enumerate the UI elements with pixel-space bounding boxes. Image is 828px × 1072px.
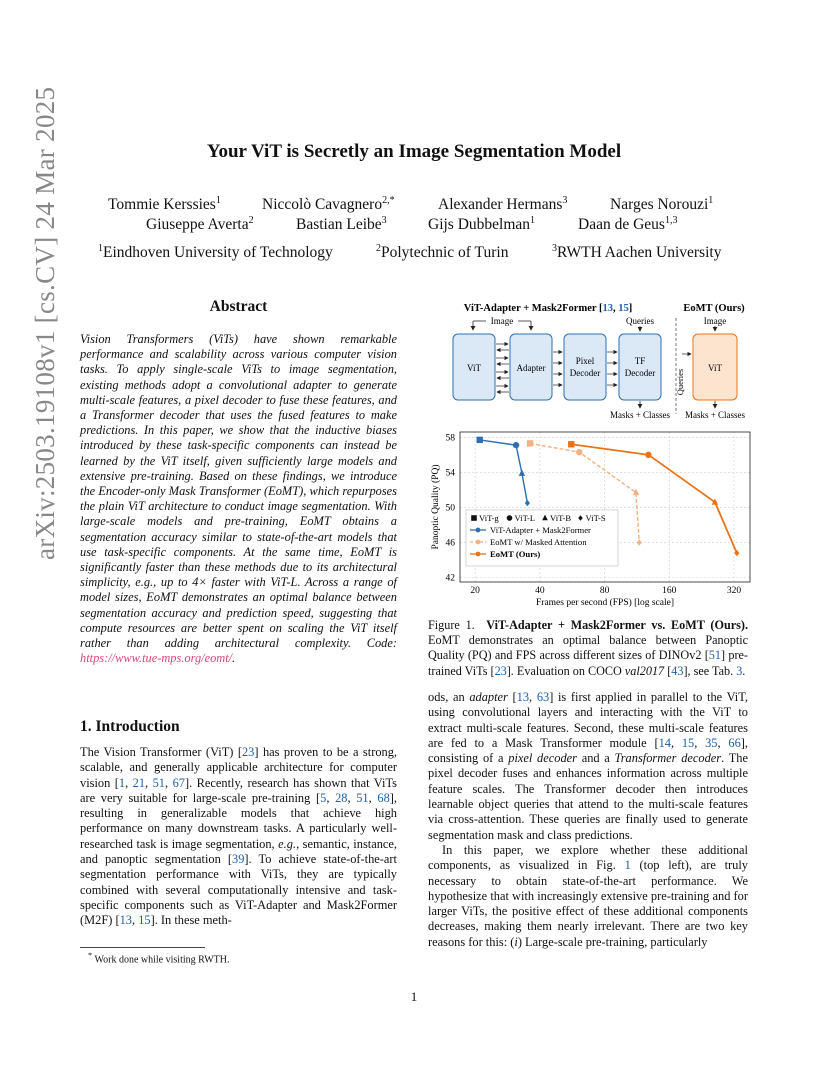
citation-link[interactable]: 35 [705,735,718,750]
citation-link[interactable]: 66 [728,735,741,750]
figure-link[interactable]: 1 [624,858,631,873]
legend-dot [476,552,481,557]
tf-decoder-block [619,334,661,400]
citation-link[interactable]: 15 [681,735,695,750]
citation-link[interactable]: 63 [536,690,550,704]
marker-square [471,515,477,521]
affiliation: $^3$RWTH Aachen University [552,243,722,262]
pixel-decoder-label: Pixel [575,356,595,366]
marker-square [568,441,574,447]
y-tick-label: 50 [445,503,455,514]
y-axis-label: Panoptic Quality (PQ) [431,464,441,550]
citation-link[interactable]: 14 [658,735,671,750]
legend-dot [476,540,481,545]
legend-marker-label: ViT-g [479,513,499,523]
legend-marker-label: ViT-B [550,513,572,523]
queries-label-top: Queries [626,316,654,326]
figure-1 [420,296,760,614]
affiliation: $^1$Eindhoven University of Technology [98,243,333,262]
citation-link[interactable]: 23 [241,745,255,759]
marker-diamond [525,500,530,506]
output-label-left: Masks + Classes [609,410,671,420]
author: Gijs Dubbelman$^1$ [428,215,536,234]
intro-paragraph: The Vision Transformer (ViT) [23] has proven to be a strong, scalable, and generally applicable architecture for computer vision [1, 21, 51, 67]. Recently, research has shown that ViTs are very suitable for large-scale pre-training [5, 28, 51, 68], resulting in generalizable models that achieve high performance on many downstream tasks. A particularly well-researched task is image segmentation, e.g., semantic, instance, and panoptic segmentation [39]. To achieve state-of-the-art segmentation performance with ViTs, they are typically combined with several computationally intensive and task-specific components such as ViT-Adapter and Mask2Former (M2F) [13, 15]. In these meth- [80,745,398,928]
x-tick-label: 20 [470,586,480,596]
citation-link[interactable]: 67 [172,775,185,790]
marker-triangle [633,489,639,495]
pixel-decoder-block [564,334,606,400]
marker-diamond [637,539,642,545]
citation-link[interactable]: 51 [708,648,721,663]
y-tick-label: 54 [445,468,455,479]
legend-label: EoMT w/ Masked Attention [490,537,587,547]
citation-link[interactable]: 23 [494,663,507,678]
arxiv-identifier: arXiv:2503.19108v1 [cs.CV] 24 Mar 2025 [30,86,60,560]
author: Bastian Leibe$^3$ [296,215,387,234]
diagram-right-title: EoMT (Ours) [683,303,745,314]
eomt-vit-label: ViT [708,363,722,373]
y-tick-label: 58 [445,433,455,444]
footnote-rule [80,947,205,948]
page-number: 1 [410,989,418,1004]
affiliation: $^2$Polytechnic of Turin [376,243,509,262]
pq-fps-chart [430,432,750,608]
citation-link[interactable]: 1 [118,775,126,790]
x-tick-label: 80 [599,586,610,596]
legend-label: EoMT (Ours) [490,549,541,559]
citation-link[interactable]: 68 [377,790,390,805]
author: Daan de Geus$^{1,3}$ [578,215,678,234]
legend-label: ViT-Adapter + Mask2Former [490,525,591,535]
citation-link[interactable]: 15 [138,913,151,928]
abstract-heading: Abstract [209,298,268,315]
marker-circle [507,515,513,521]
pixel-decoder-label: Decoder [569,368,601,378]
figure-caption: Figure 1. ViT-Adapter + Mask2Former vs. EoMT (Ours). EoMT demonstrates an optimal balance between Panoptic Quality (PQ) and FPS across different sizes of DINOv2 [51] pre-trained ViTs [23]. Evaluation on COCO val2017 [43], see Tab. 3. [428,618,748,678]
citation-link[interactable]: 51 [356,790,369,805]
footnote: * Work done while visiting RWTH. [88,951,230,966]
x-tick-label: 40 [535,586,545,596]
citation-link[interactable]: 39 [232,852,245,867]
x-tick-label: 160 [662,586,677,596]
tf-decoder-label: Decoder [624,368,656,378]
citation-link[interactable]: 28 [335,790,348,805]
paragraph: ods, an adapter [13, 63] is first applied in parallel to the ViT, using convolutional layers and interacting with the ViT to extract multi-scale features. Second, these multi-scale features are fed to a Mask Transformer module [14, 15, 35, 66], consisting of a pixel decoder and a Transformer decoder. The pixel decoder fuses and enhances information across multiple feature scales. The Transformer decoder then introduces learnable object queries that attend to the multi-scale features via cross-attention. These queries are finally used to generate segmentation mask and class predictions. [428,690,748,842]
citation-link[interactable]: 13 [516,690,530,704]
output-label-right: Masks + Classes [684,410,746,420]
section-heading-introduction: 1. Introduction [80,718,180,735]
marker-circle [576,449,582,455]
diagram-left-title: ViT-Adapter + Mask2Former [13, 15] [463,303,633,314]
marker-circle [645,452,651,458]
marker-square [477,437,483,443]
vit-block-label: ViT [467,363,481,373]
x-tick-label: 320 [726,586,742,596]
author: Giuseppe Averta$^2$ [146,215,254,234]
image-label-left: Image [490,316,514,326]
series-line [480,440,528,503]
marker-square [527,440,533,446]
citation-link[interactable]: 5 [320,790,327,805]
legend-marker-label: ViT-S [585,513,606,523]
author: Narges Norouzi$^1$ [610,195,714,214]
author: Niccolò Cavagnero$^{2,*}$ [262,195,395,214]
legend-dot [476,528,481,533]
x-axis-label: Frames per second (FPS) [log scale] [536,598,674,608]
abstract-text: Vision Transformers (ViTs) have shown remarkable performance and scalability across various computer vision tasks. To apply single-scale ViTs to image segmentation, existing methods adopt a convolutional adapter to generate multi-scale features, a pixel decoder to fuse these features, and a Transformer decoder that uses the fused features to make predictions. In this paper, we show that the inductive biases introduced by these task-specific components can instead be learned by the ViT itself, given sufficiently large models and extensive pre-training. Based on these findings, we introduce the Encoder-only Mask Transformer (EoMT), which repurposes the plain ViT architecture to conduct image segmentation. With large-scale models and pre-training, EoMT obtains a segmentation accuracy similar to state-of-the-art models that use task-specific components. At the same time, EoMT is significantly faster than these methods due to its architectural simplicity, e.g., up to 4× faster with ViT-L. Across a range of model sizes, EoMT demonstrates an optimal balance between segmentation accuracy and prediction speed, suggesting that compute resources are better spent on scaling the ViT itself rather than adding architectural complexity. Code: https://www.tue-mps.org/eomt/. [80,332,397,666]
citation-link[interactable]: 51 [152,775,165,790]
citation-link[interactable]: 43 [671,663,684,678]
y-tick-label: 42 [445,573,455,584]
author: Tommie Kerssies$^1$ [108,195,221,214]
y-tick-label: 46 [445,538,455,549]
image-label-right: Image [703,316,727,326]
adapter-block-label: Adapter [516,363,546,373]
code-link[interactable]: https://www.tue-mps.org/eomt/ [80,651,233,666]
right-column-text [428,690,748,950]
marker-circle [513,442,519,448]
tf-decoder-label: TF [634,356,646,366]
queries-label-vertical: Queries [675,368,685,396]
table-link[interactable]: 3 [736,663,743,678]
legend-marker-label: ViT-L [514,513,536,523]
paper-title: Your ViT is Secretly an Image Segmentation Model [206,141,622,162]
author: Alexander Hermans$^3$ [438,195,568,214]
paragraph: In this paper, we explore whether these additional components, as visualized in Fig. 1 (top left), are truly necessary to obtain state-of-the-art performance. We hypothesize that with increasingly extensive pre-training and for larger ViTs, the positive effect of these additional components decreases, making them nearly irrelevant. There are two key reasons for this: (i) Large-scale pre-training, particularly [428,842,748,949]
citation-link[interactable]: 13 [119,913,132,928]
citation-link[interactable]: 21 [132,775,146,790]
